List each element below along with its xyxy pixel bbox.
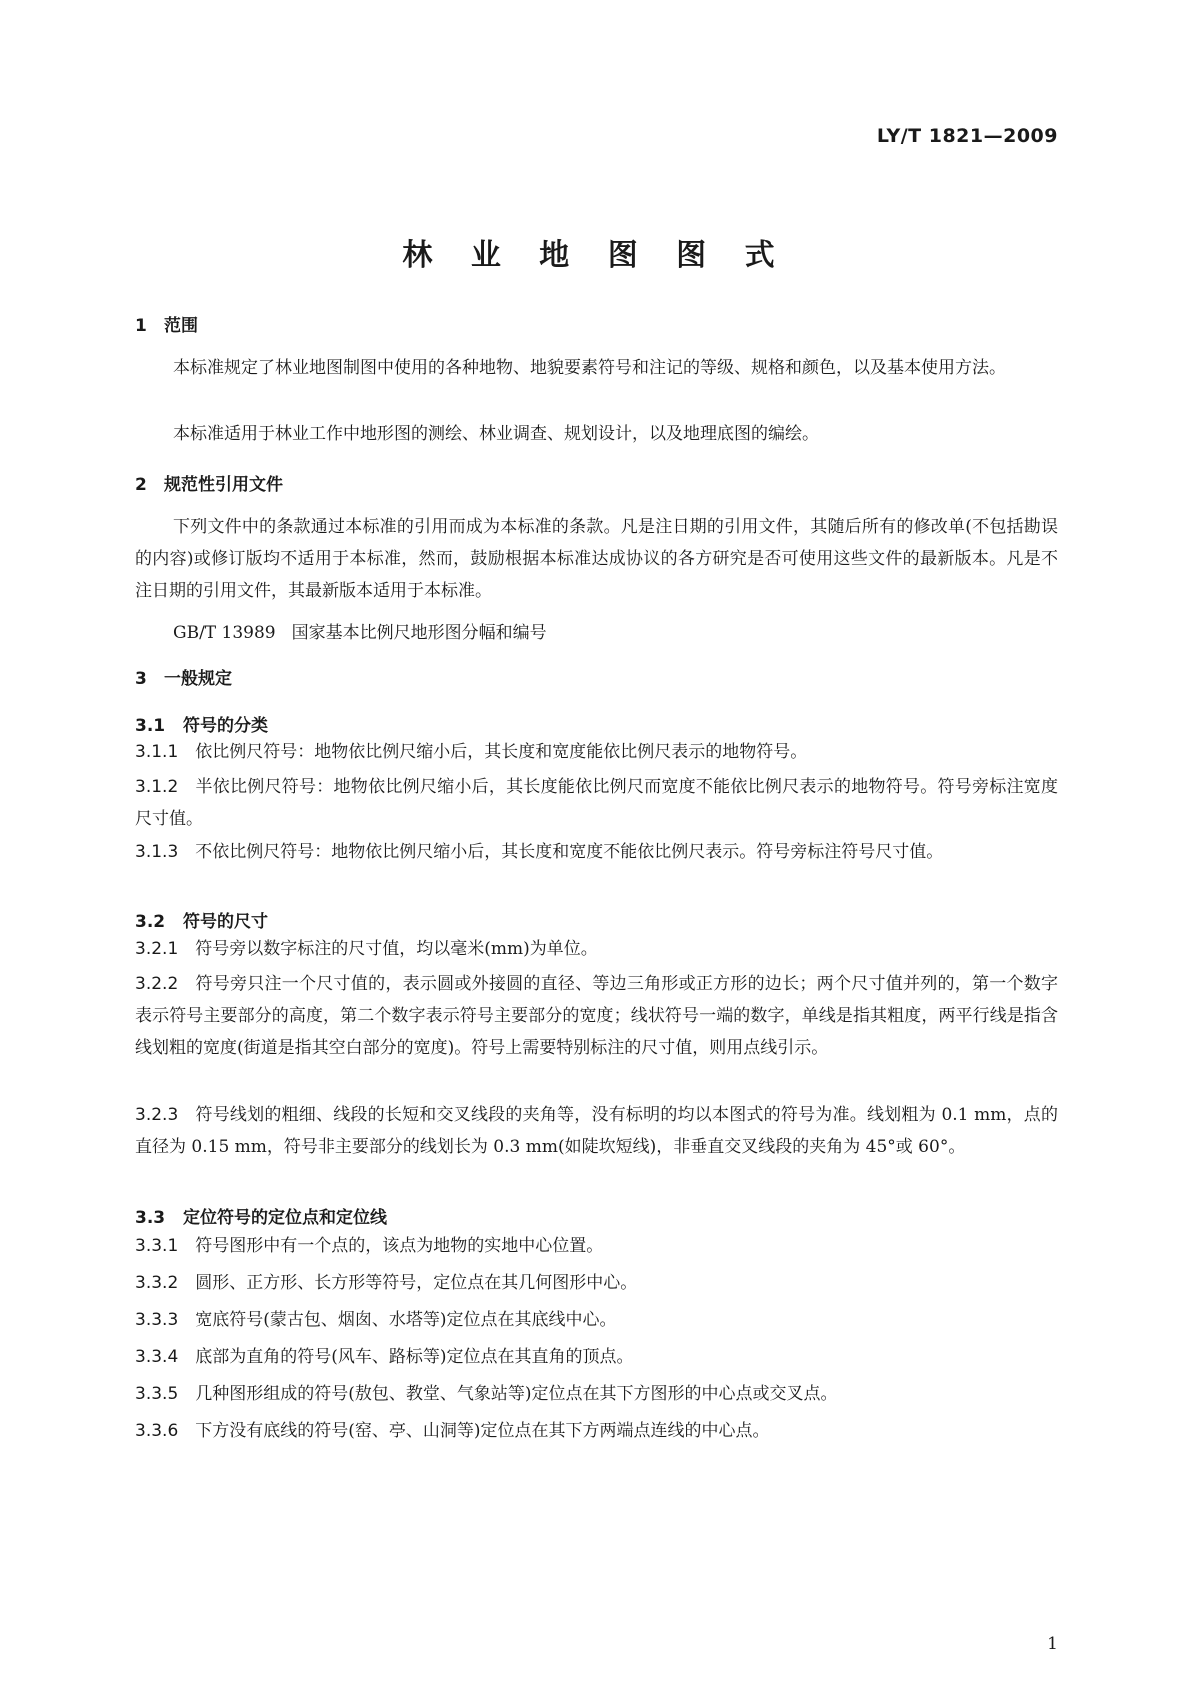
clause-number: 3.3.2 [135,1273,179,1293]
clause-3-2-3 [135,1099,1058,1163]
section-heading-2 [135,470,283,495]
section-title: 一般规定 [164,669,232,689]
subsection-number: 3.1 [135,716,166,736]
clause-3-3-6 [135,1415,1058,1447]
clause-number: 3.3.1 [135,1236,179,1256]
reference-title: 国家基本比例尺地形图分幅和编号 [291,623,547,643]
clause-text: 下方没有底线的符号(窑、亭、山洞等)定位点在其下方两端点连线的中心点。 [195,1421,770,1441]
clause-text: 底部为直角的符号(风车、路标等)定位点在其直角的顶点。 [195,1347,634,1367]
clause-text: 符号线划的粗细、线段的长短和交叉线段的夹角等，没有标明的均以本图式的符号为准。线划粗为 0.1 mm，点的直径为 0.15 mm，符号非主要部分的线划长为 0.3 mm(如陡坎短线)，非垂直交叉线段的夹角为 45°或 60°。 [135,1105,1058,1157]
subsection-heading-3-2 [135,907,268,932]
subsection-heading-3-3 [135,1203,387,1228]
clause-number: 3.2.1 [135,939,179,959]
section-number: 3 [135,669,147,689]
section-heading-3 [135,664,232,689]
section-heading-1 [135,311,198,336]
page-number: 1 [1047,1634,1058,1654]
reference-code: GB/T 13989 [173,623,276,643]
subsection-title: 符号的分类 [183,716,268,736]
subsection-heading-3-1 [135,711,268,736]
clause-number: 3.3.3 [135,1310,179,1330]
clause-text: 符号图形中有一个点的，该点为地物的实地中心位置。 [195,1236,604,1256]
clause-3-1-3 [135,836,1058,868]
clause-text: 几种图形组成的符号(敖包、教堂、气象站等)定位点在其下方图形的中心点或交叉点。 [195,1384,838,1404]
clause-3-2-1 [135,933,1058,965]
subsection-number: 3.3 [135,1208,166,1228]
clause-text: 半依比例尺符号：地物依比例尺缩小后，其长度能依比例尺而宽度不能依比例尺表示的地物符号。符号旁标注宽度尺寸值。 [135,777,1058,829]
clause-number: 3.3.5 [135,1384,179,1404]
clause-number: 3.2.2 [135,974,179,994]
clause-3-2-2 [135,968,1058,1064]
clause-text: 符号旁以数字标注的尺寸值，均以毫米(mm)为单位。 [195,939,598,959]
section-title: 范围 [164,316,198,336]
clause-number: 3.1.3 [135,842,179,862]
subsection-number: 3.2 [135,912,166,932]
clause-3-3-1 [135,1230,1058,1262]
clause-text: 符号旁只注一个尺寸值的，表示圆或外接圆的直径、等边三角形或正方形的边长；两个尺寸值并列的，第一个数字表示符号主要部分的高度，第二个数字表示符号主要部分的宽度；线状符号一端的数字，单线是指其粗度，两平行线是指含线划粗的宽度(街道是指其空白部分的宽度)。符号上需要特别标注的尺寸值，则用点线引示。 [135,974,1058,1058]
section-number: 2 [135,475,147,495]
clause-number: 3.2.3 [135,1105,179,1125]
reference-item [173,618,547,643]
clause-3-3-3 [135,1304,1058,1336]
clause-number: 3.3.6 [135,1421,179,1441]
clause-3-3-2 [135,1267,1058,1299]
clause-text: 圆形、正方形、长方形等符号，定位点在其几何图形中心。 [195,1273,638,1293]
clause-text: 依比例尺符号：地物依比例尺缩小后，其长度和宽度能依比例尺表示的地物符号。 [195,742,808,762]
clause-3-1-2 [135,771,1058,835]
paragraph-normative-refs: 下列文件中的条款通过本标准的引用而成为本标准的条款。凡是注日期的引用文件，其随后所有的修改单(不包括勘误的内容)或修订版均不适用于本标准，然而，鼓励根据本标准达成协议的各方研究是否可使用这些文件的最新版本。凡是不注日期的引用文件，其最新版本适用于本标准。 [135,517,1058,601]
document-title: 林 业 地 图 图 式 [402,238,789,273]
clause-3-3-5 [135,1378,1058,1410]
paragraph-scope-2: 本标准适用于林业工作中地形图的测绘、林业调查、规划设计，以及地理底图的编绘。 [173,424,819,444]
clause-3-3-4 [135,1341,1058,1373]
section-number: 1 [135,316,147,336]
clause-number: 3.3.4 [135,1347,179,1367]
section-title: 规范性引用文件 [164,475,283,495]
clause-number: 3.1.2 [135,777,179,797]
clause-text: 不依比例尺符号：地物依比例尺缩小后，其长度和宽度不能依比例尺表示。符号旁标注符号尺寸值。 [195,842,944,862]
subsection-title: 符号的尺寸 [183,912,268,932]
standard-code: LY/T 1821—2009 [876,125,1058,147]
clause-3-1-1 [135,736,1058,768]
clause-text: 宽底符号(蒙古包、烟囱、水塔等)定位点在其底线中心。 [195,1310,617,1330]
subsection-title: 定位符号的定位点和定位线 [183,1208,387,1228]
clause-number: 3.1.1 [135,742,179,762]
paragraph-scope-1: 本标准规定了林业地图制图中使用的各种地物、地貌要素符号和注记的等级、规格和颜色，以及基本使用方法。 [173,358,1006,378]
